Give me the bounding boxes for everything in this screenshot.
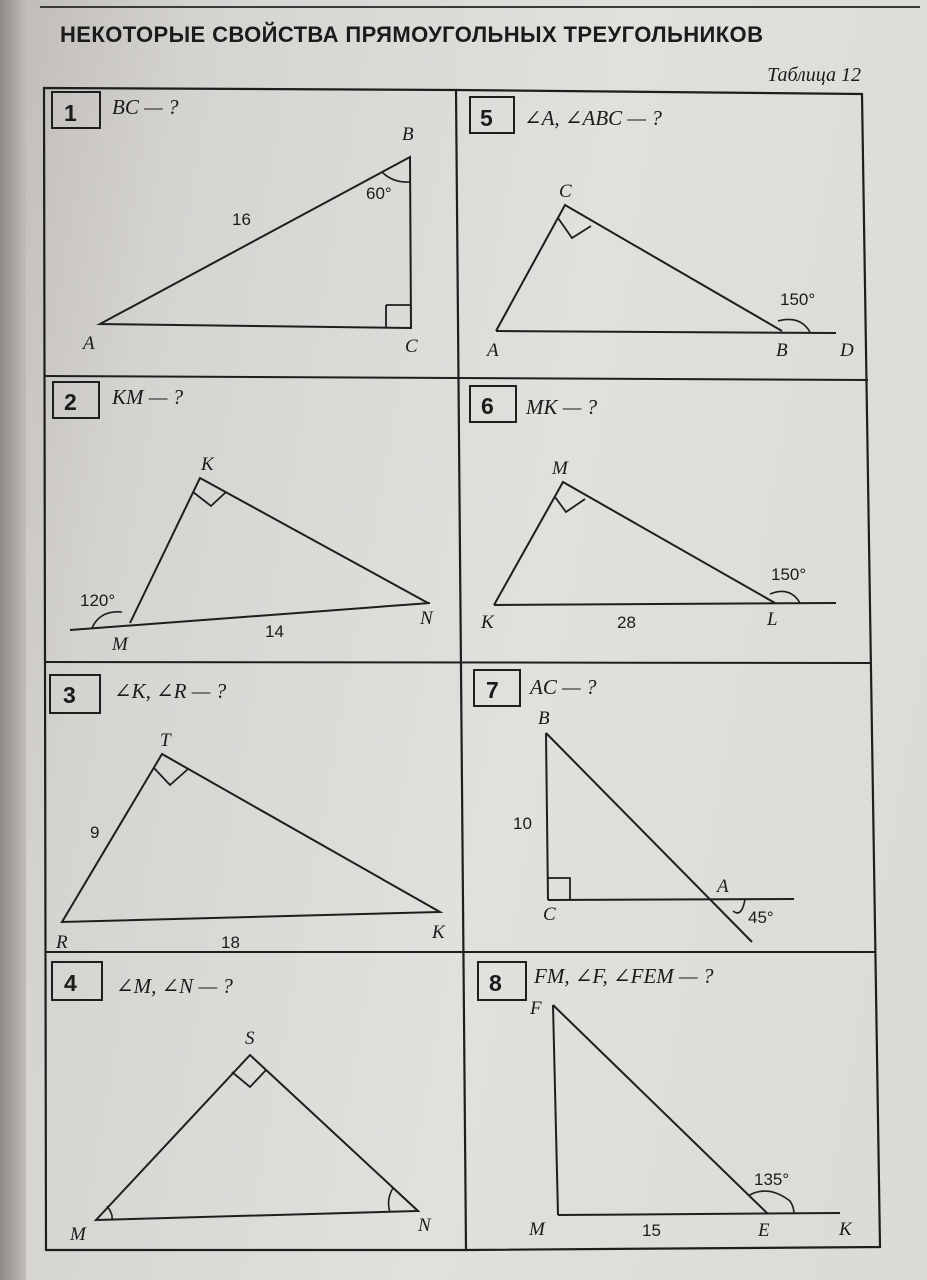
problem-8-number: 8 xyxy=(489,970,502,996)
vertex-m-8: M xyxy=(529,1219,545,1240)
vertex-c-1: C xyxy=(405,336,418,357)
problem-4 xyxy=(52,962,432,1245)
side-label-1: 16 xyxy=(232,210,251,229)
line-fm-8 xyxy=(553,1005,558,1215)
problem-1-number: 1 xyxy=(64,100,77,126)
vertex-b-5: B xyxy=(776,340,788,361)
triangle-rtk-3 xyxy=(62,754,440,922)
angle-label-6: 150° xyxy=(771,565,807,584)
hyp-label-3: 18 xyxy=(221,933,240,952)
line-ad-5 xyxy=(496,331,836,333)
angle-arc-n-4 xyxy=(389,1188,393,1212)
vertex-b-7: B xyxy=(538,708,550,729)
triangle-acb-5 xyxy=(496,205,782,331)
vertex-c-5: C xyxy=(559,181,572,202)
right-angle-mark-2 xyxy=(193,492,226,506)
angle-label-7: 45° xyxy=(748,908,774,927)
page-title: НЕКОТОРЫЕ СВОЙСТВА ПРЯМОУГОЛЬНЫХ ТРЕУГОЛЬНИКОВ xyxy=(60,22,764,47)
vertex-m-2: M xyxy=(112,634,128,655)
vertex-b-1: B xyxy=(402,124,414,145)
problem-3-number: 3 xyxy=(63,682,76,708)
vertex-c-7: C xyxy=(543,904,556,925)
problem-2-question: KM — ? xyxy=(112,385,184,409)
table-grid xyxy=(44,88,880,1250)
line-fe-8 xyxy=(553,1005,768,1214)
problem-2-number: 2 xyxy=(64,389,77,415)
side-label-7: 10 xyxy=(513,814,532,833)
problem-5 xyxy=(470,97,854,361)
vertex-a-7: A xyxy=(717,876,729,897)
vertex-f-8: F xyxy=(530,998,542,1019)
problem-7-number: 7 xyxy=(486,677,499,703)
angle-arc-b-5 xyxy=(778,319,810,332)
problem-7 xyxy=(474,670,794,942)
line-ca-7 xyxy=(548,899,794,900)
vertex-a-5: A xyxy=(487,340,499,361)
angle-arc-b-1 xyxy=(382,172,410,182)
problem-4-number: 4 xyxy=(64,970,77,996)
triangle-mkn-2 xyxy=(130,478,428,623)
problem-8-question: FM, ∠F, ∠FEM — ? xyxy=(534,964,714,988)
angle-arc-a-7 xyxy=(733,899,745,913)
side-label-2: 14 xyxy=(265,622,284,641)
angle-label-5: 150° xyxy=(780,290,816,309)
problem-4-number-box xyxy=(52,962,102,1000)
side-label-8: 15 xyxy=(642,1221,661,1240)
vertex-n-2: N xyxy=(420,608,433,629)
problem-7-question: AC — ? xyxy=(530,675,597,699)
vertex-t-3: T xyxy=(160,730,171,751)
line-mk-8 xyxy=(558,1213,840,1215)
leg-label-3: 9 xyxy=(90,823,100,842)
angle-label-8: 135° xyxy=(754,1170,790,1189)
problem-5-number: 5 xyxy=(480,105,493,131)
triangle-abc-1 xyxy=(100,157,411,328)
right-angle-mark-5 xyxy=(558,218,591,238)
vertex-e-8: E xyxy=(758,1220,770,1241)
line-bc-7 xyxy=(546,733,548,900)
problem-2 xyxy=(53,382,434,655)
problem-8-number-box xyxy=(478,962,526,1000)
vertex-m-4: M xyxy=(70,1224,86,1245)
line-ba-7 xyxy=(546,733,752,942)
problem-6-question: MK — ? xyxy=(526,395,598,419)
right-angle-mark-1 xyxy=(386,305,410,328)
vertex-d-5: D xyxy=(840,340,854,361)
right-angle-mark-4 xyxy=(232,1070,266,1087)
problem-1-question: BC — ? xyxy=(112,95,179,119)
line-mn-2 xyxy=(70,603,430,630)
problem-3 xyxy=(50,675,446,953)
problem-5-question: ∠A, ∠ABC — ? xyxy=(524,106,662,130)
problem-8 xyxy=(478,962,853,1241)
right-angle-mark-6 xyxy=(555,497,585,512)
vertex-k-2: K xyxy=(201,454,214,475)
problem-1 xyxy=(52,92,418,357)
vertex-s-4: S xyxy=(245,1028,255,1049)
right-angle-mark-7 xyxy=(548,878,570,900)
triangle-kml-6 xyxy=(494,482,775,605)
angle-arc-l-6 xyxy=(770,591,800,603)
vertex-m-6: M xyxy=(552,458,568,479)
vertex-k-6: K xyxy=(481,612,494,633)
angle-label-1: 60° xyxy=(366,184,392,203)
vertex-k-3: K xyxy=(432,922,445,943)
vertex-l-6: L xyxy=(767,609,778,630)
line-kl-6 xyxy=(494,603,836,605)
problem-4-question: ∠M, ∠N — ? xyxy=(116,974,233,998)
problem-3-question: ∠K, ∠R — ? xyxy=(114,679,227,703)
problem-6 xyxy=(470,386,836,633)
angle-label-2: 120° xyxy=(80,591,116,610)
side-label-6: 28 xyxy=(617,613,636,632)
vertex-r-3: R xyxy=(56,932,68,953)
vertex-k-8: K xyxy=(839,1219,852,1240)
vertex-n-4: N xyxy=(418,1215,431,1236)
right-angle-mark-3 xyxy=(154,768,188,785)
table-label: Таблица 12 xyxy=(767,64,861,86)
problem-6-number: 6 xyxy=(481,393,494,419)
vertex-a-1: A xyxy=(83,333,95,354)
angle-arc-m-4 xyxy=(107,1206,112,1219)
